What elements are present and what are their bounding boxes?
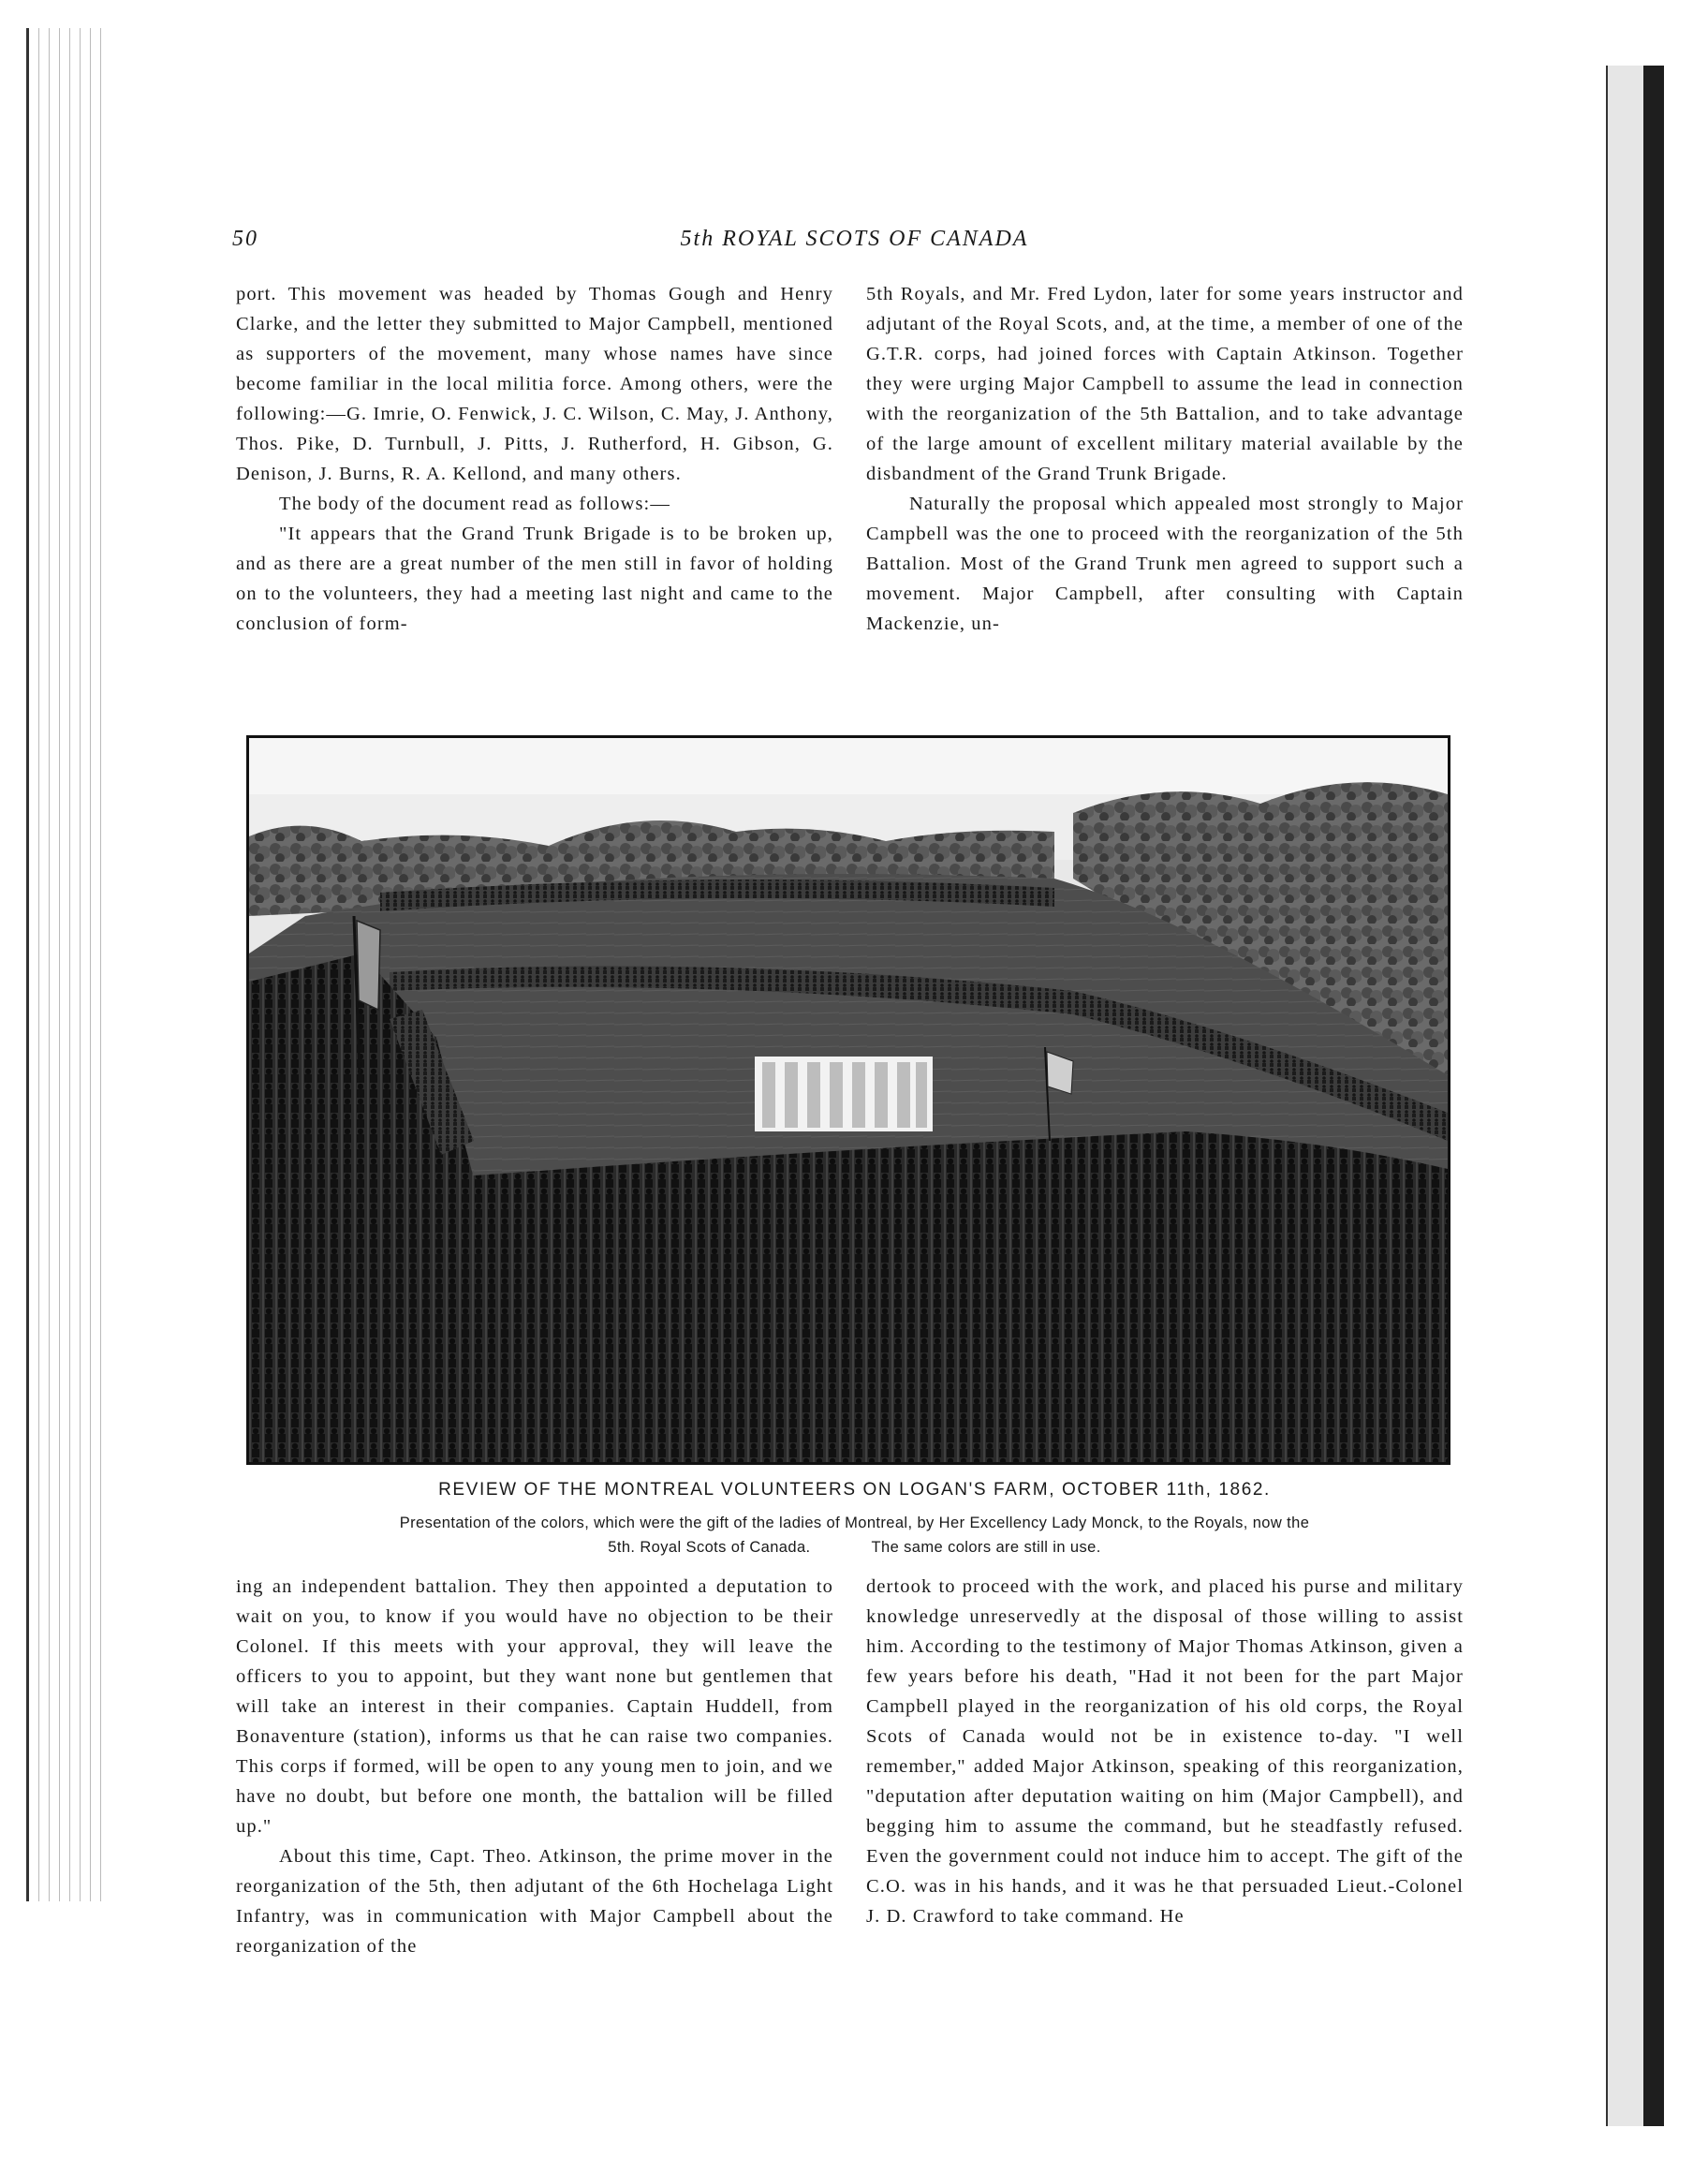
illustration-caption-line-1: Presentation of the colors, which were the gift of the ladies of Montreal, by Her Excellency Lady Monck, to the Royals, now the	[399, 1515, 1310, 1531]
book-page	[103, 28, 1606, 2136]
paragraph: The body of the document read as follows:—	[279, 494, 670, 514]
paragraph: ing an independent battalion. They then appointed a deputation to wait on you, to know if you would have no objection to be their Colonel. If this meets with your approval, they will leave the officers to you to appoint, but they want none but gentlemen that will take an interest in their companies. Captain Huddell, from Bonaventure (station), informs us that he can raise two companies. This corps if formed, will be open to any young men to join, and we have no doubt, but before one month, the battalion will be filled up."	[236, 1576, 833, 1837]
illustration-review-engraving	[246, 735, 1450, 1465]
paragraph: Naturally the proposal which appealed most strongly to Major Campbell was the one to proceed with the reorganization of the 5th Battalion. Most of the Grand Trunk men agreed to support such a movement. Major Campbell, after consulting with Captain Mackenzie, un-	[866, 494, 1464, 634]
book-page-edges-left	[26, 28, 106, 1901]
paragraph: "It appears that the Grand Trunk Brigade is to be broken up, and as there are a great number of the men still in favor of holding on to the volunteers, they had a meeting last night and came to the conclusion of form-	[236, 524, 833, 634]
page-number: 50	[232, 227, 258, 251]
running-head	[103, 227, 1606, 264]
illustration-caption-title: REVIEW OF THE MONTREAL VOLUNTEERS ON LOGAN'S FARM, OCTOBER 11th, 1862.	[438, 1480, 1271, 1500]
engraving-image	[249, 738, 1448, 1462]
column-top-right	[866, 279, 1464, 639]
page-header-title: 5th ROYAL SCOTS OF CANADA	[680, 227, 1029, 251]
caption-line-2-left: 5th. Royal Scots of Canada.	[608, 1539, 811, 1556]
column-bottom-left	[236, 1572, 833, 1961]
caption-line-2-right: The same colors are still in use.	[871, 1539, 1101, 1556]
paragraph: dertook to proceed with the work, and placed his purse and military knowledge unreservedly at the disposal of those willing to assist him. According to the testimony of Major Thomas Atkinson, given a few years before his death, "Had it not been for the part Major Campbell played in the reorganization of his old corps, the Royal Scots of Canada would not be in existence to-day. "I well remember," added Major Atkinson, speaking of this reorganization, "deputation after deputation waiting on him (Major Campbell), and begging him to assume the command, but he steadfastly refused. Even the government could not induce him to accept. The gift of the C.O. was in his hands, and it was he that persuaded Lieut.-Colonel J. D. Crawford to take command. He	[866, 1576, 1464, 1927]
paragraph: port. This movement was headed by Thomas Gough and Henry Clarke, and the letter they submitted to Major Campbell, mentioned as supporters of the movement, many whose names have since become familiar in the local militia force. Among others, were the following:—G. Imrie, O. Fenwick, J. C. Wilson, C. May, J. Anthony, Thos. Pike, D. Turnbull, J. Pitts, J. Rutherford, H. Gibson, G. Denison, J. Burns, R. A. Kellond, and many others.	[236, 284, 833, 484]
book-page-edges-right	[1606, 66, 1664, 2126]
column-top-left	[236, 279, 833, 639]
illustration-caption-line-2	[103, 1539, 1606, 1557]
paragraph: About this time, Capt. Theo. Atkinson, the prime mover in the reorganization of the 5th, then adjutant of the 6th Hochelaga Light Infantry, was in communication with Major Campbell about the reorganization of the	[236, 1846, 833, 1957]
column-bottom-right	[866, 1572, 1464, 1931]
paragraph: 5th Royals, and Mr. Fred Lydon, later for some years instructor and adjutant of the Royal Scots, and, at the time, a member of one of the G.T.R. corps, had joined forces with Captain Atkinson. Together they were urging Major Campbell to assume the lead in connection with the reorganization of the 5th Battalion, and to take advantage of the large amount of excellent military material available by the disbandment of the Grand Trunk Brigade.	[866, 284, 1464, 484]
